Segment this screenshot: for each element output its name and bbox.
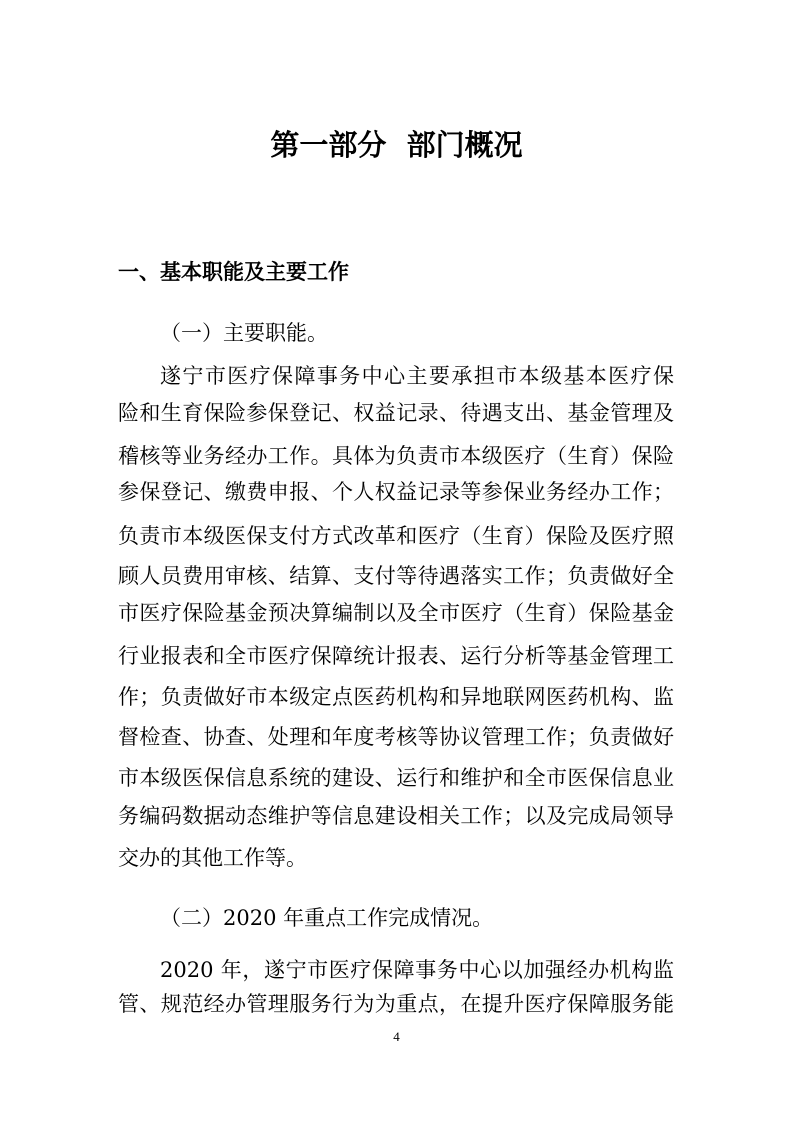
subsection-heading-achievements: （二）2020 年重点工作完成情况。 — [160, 906, 494, 930]
page-number: 4 — [393, 1029, 400, 1044]
paragraph-line: 市本级医保信息系统的建设、运行和维护和全市医保信息业 — [118, 766, 674, 790]
paragraph-line: 险和生育保险参保登记、权益记录、待遇支出、基金管理及 — [118, 401, 674, 425]
paragraph-line: 管、规范经办管理服务行为为重点，在提升医疗保障服务能 — [118, 992, 674, 1016]
paragraph-line: 参保登记、缴费申报、个人权益记录等参保业务经办工作； — [118, 480, 674, 504]
paragraph-line: 2020 年，遂宁市医疗保障事务中心以加强经办机构监 — [160, 958, 674, 982]
paragraph-line: 市医疗保险基金预决算编制以及全市医疗（生育）保险基金 — [118, 601, 674, 625]
paragraph-line: 遂宁市医疗保障事务中心主要承担市本级基本医疗保 — [160, 364, 674, 388]
subsection-heading-functions: （一）主要职能。 — [160, 321, 328, 345]
page-title: 第一部分 部门概况 — [270, 128, 523, 162]
paragraph-line: 务编码数据动态维护等信息建设相关工作；以及完成局领导 — [118, 804, 674, 828]
paragraph-line: 督检查、协查、处理和年度考核等协议管理工作；负责做好 — [118, 725, 674, 749]
paragraph-line: 负责市本级医保支付方式改革和医疗（生育）保险及医疗照 — [118, 524, 674, 548]
paragraph-line: 稽核等业务经办工作。具体为负责市本级医疗（生育）保险 — [118, 444, 674, 468]
paragraph-line: 顾人员费用审核、结算、支付等待遇落实工作；负责做好全 — [118, 564, 674, 588]
paragraph-line: 作；负责做好市本级定点医药机构和异地联网医药机构、监 — [118, 685, 674, 709]
paragraph-line: 行业报表和全市医疗保障统计报表、运行分析等基金管理工 — [118, 644, 674, 668]
section-heading: 一、基本职能及主要工作 — [118, 260, 349, 284]
paragraph-line: 交办的其他工作等。 — [118, 846, 307, 870]
